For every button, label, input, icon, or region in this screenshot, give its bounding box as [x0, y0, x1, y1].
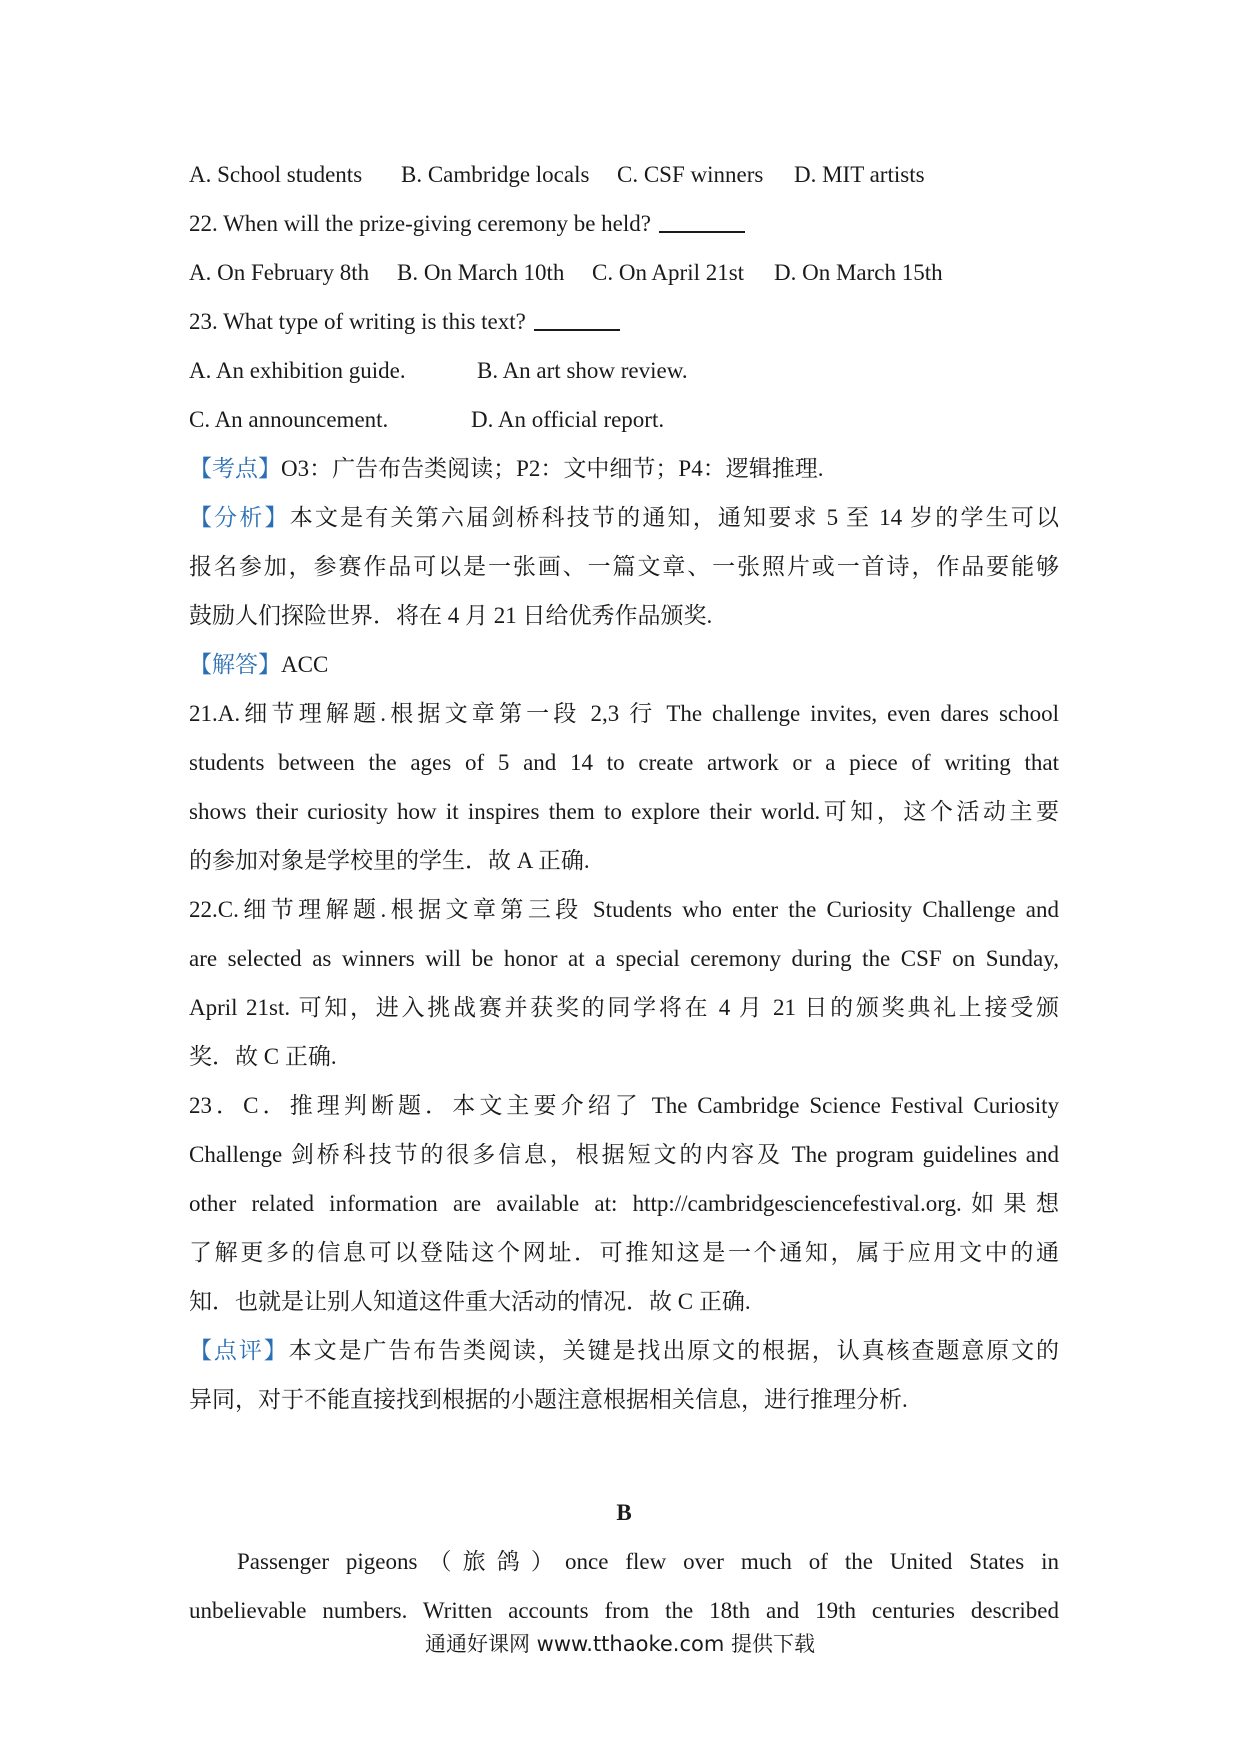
q21-option-c: C. CSF winners — [617, 162, 764, 187]
section-b-title: B — [616, 1500, 632, 1525]
section-b-line-2: unbelievable numbers. Written accounts from the 18th and 19th centuries described — [189, 1598, 1059, 1623]
explain21-line-2: students between the ages of 5 and 14 to create artwork or a piece of writing that — [189, 750, 1059, 775]
jieda-answers: ACC — [281, 652, 329, 677]
q21-option-d: D. MIT artists — [794, 162, 925, 187]
dianping-line-2: 异同，对于不能直接找到根据的小题注意根据相关信息，进行推理分析. — [189, 1387, 908, 1412]
q21-option-a: A. School students — [189, 162, 363, 187]
q22-option-a: A. On February 8th — [189, 260, 370, 285]
q22-option-b: B. On March 10th — [397, 260, 565, 285]
explain21-line-3: shows their curiosity how it inspires them to explore their world.可知，这个活动主要 — [189, 799, 1059, 824]
dianping-text-1: 本文是广告布告类阅读，关键是找出原文的根据，认真核查题意原文的 — [288, 1338, 1060, 1363]
q22-option-d: D. On March 15th — [774, 260, 943, 285]
explain22-line-3: April 21st. 可知，进入挑战赛并获奖的同学将在 4 月 21 日的颁奖典礼上接受颁 — [189, 995, 1059, 1020]
fenxi-tag: 【分析】 — [189, 505, 290, 530]
fenxi-line-1 — [189, 493, 1059, 542]
q23-question — [189, 297, 1059, 346]
fenxi-line-3: 鼓励人们探险世界．将在 4 月 21 日给优秀作品颁奖. — [189, 603, 713, 628]
footer-watermark: 通通好课网 www.tthaoke.com 提供下载 — [425, 1632, 815, 1656]
explain23-line-5: 知．也就是让别人知道这件重大活动的情况．故 C 正确. — [189, 1289, 751, 1314]
explain22-line-4: 奖．故 C 正确. — [189, 1044, 337, 1069]
q22-question — [189, 199, 1059, 248]
dianping-tag: 【点评】 — [189, 1338, 289, 1363]
explain23-line-1: 23．C．推理判断题．本文主要介绍了 The Cambridge Science Festival Curiosity — [189, 1093, 1059, 1118]
q22-options — [189, 248, 1059, 297]
q23-option-c: C. An announcement. — [189, 407, 389, 432]
fenxi-line-2: 报名参加，参赛作品可以是一张画、一篇文章、一张照片或一首诗，作品要能够 — [189, 554, 1059, 579]
section-b-line-1: Passenger pigeons（旅鸽）once flew over much of the United States in — [237, 1549, 1059, 1574]
section-gap — [189, 1424, 1059, 1488]
explain22-line-2: are selected as winners will be honor at a special ceremony during the CSF on Sunday, — [189, 946, 1059, 971]
fenxi-text-1: 本文是有关第六届剑桥科技节的通知，通知要求 5 至 14 岁的学生可以 — [289, 505, 1060, 530]
q22-option-c: C. On April 21st — [592, 260, 745, 285]
q23-option-d: D. An official report. — [471, 407, 665, 432]
q23-options-row1 — [189, 346, 1059, 395]
explain23-line-3: other related information are available at: http://cambridgesciencefestival.org.如果想 — [189, 1191, 1059, 1216]
q22-answer-blank — [659, 201, 745, 233]
kaodian-section — [189, 444, 1059, 493]
explain21-line-1: 21.A.细节理解题.根据文章第一段 2,3 行 The challenge invites, even dares school — [189, 701, 1059, 726]
q23-question-text: 23. What type of writing is this text? — [189, 309, 526, 334]
document-page — [189, 150, 1059, 1635]
explain21-line-4: 的参加对象是学校里的学生．故 A 正确. — [189, 848, 590, 873]
explain22-line-1: 22.C.细节理解题.根据文章第三段 Students who enter the Curiosity Challenge and — [189, 897, 1059, 922]
dianping-line-1 — [189, 1326, 1059, 1375]
q23-option-a: A. An exhibition guide. — [189, 358, 406, 383]
kaodian-text: O3：广告布告类阅读；P2：文中细节；P4：逻辑推理. — [281, 456, 824, 481]
q23-options-row2 — [189, 395, 1059, 444]
q21-options — [189, 150, 1059, 199]
jieda-section — [189, 640, 1059, 689]
jieda-tag: 【解答】 — [189, 652, 281, 677]
q23-option-b: B. An art show review. — [477, 358, 688, 383]
explain23-line-4: 了解更多的信息可以登陆这个网址．可推知这是一个通知，属于应用文中的通 — [189, 1240, 1059, 1265]
kaodian-tag: 【考点】 — [189, 456, 281, 481]
explain23-line-2: Challenge 剑桥科技节的很多信息，根据短文的内容及 The program guidelines and — [189, 1142, 1059, 1167]
q22-question-text: 22. When will the prize-giving ceremony be held? — [189, 211, 651, 236]
q21-option-b: B. Cambridge locals — [401, 162, 590, 187]
q23-answer-blank — [534, 299, 620, 331]
